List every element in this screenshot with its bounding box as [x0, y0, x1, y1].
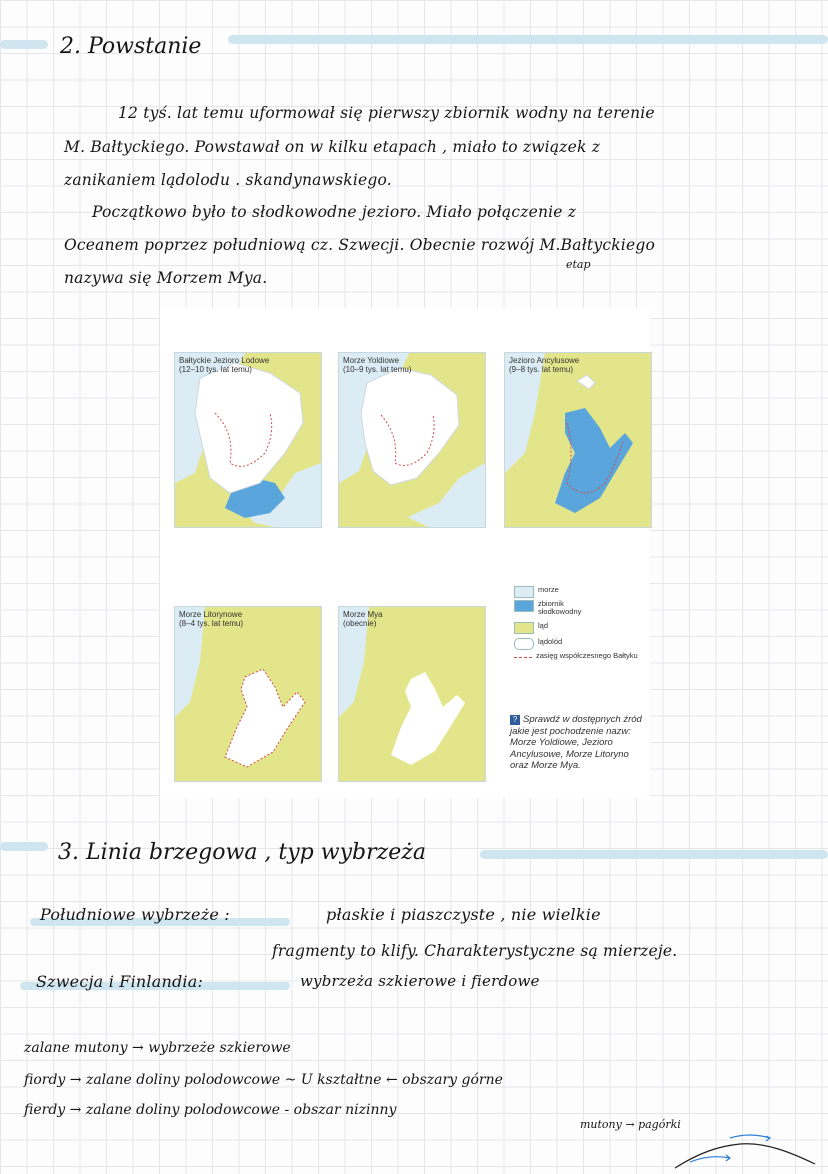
map-baltic-ice-lake — [174, 352, 322, 528]
note-line-1: zalane mutony → wybrzeże szkierowe — [24, 1040, 291, 1056]
baltic-stages-figure — [160, 308, 650, 798]
hills-sketch — [670, 1124, 820, 1174]
section2-line-6: nazywa się Morzem Mya. — [64, 269, 268, 287]
section2-line-3: zanikaniem lądolodu . skandynawskiego. — [64, 171, 392, 189]
heading-highlight-right — [228, 35, 828, 44]
south-coast-label: Południowe wybrzeże : — [40, 905, 230, 924]
legend-swatch-sea — [514, 586, 534, 598]
map-3-title: Jezioro Ancylusowe (9–8 tys. lat temu) — [509, 356, 580, 374]
section2-line-4: Początkowo było to słodkowodne jezioro. Miało połączenie z — [92, 203, 577, 221]
legend-label-baltic-extent: zasięg współczesnego Bałtyku — [536, 651, 638, 660]
map-mya-sea — [338, 606, 486, 782]
question-box — [510, 714, 650, 772]
map-5-drawing — [339, 607, 485, 781]
legend-swatch-baltic-extent — [514, 657, 532, 658]
legend-item-ice — [514, 638, 654, 650]
south-coast-text-1: płaskie i piaszczyste , nie wielkie — [326, 905, 601, 924]
map-4-title: Morze Litorynowe (8–4 tys. lat temu) — [179, 610, 244, 628]
question-text: Sprawdź w dostępnych źród jakie jest pochodzenie nazw: Morze Yoldiowe, Jezioro Ancylusowe, Morze Litoryno oraz Morze Mya. — [510, 714, 642, 771]
note-line-2: fiordy → zalane doliny polodowcowe ~ U kształtne ← obszary górne — [24, 1072, 503, 1088]
map-1-title: Bałtyckie Jezioro Lodowe (12–10 tys. lat temu) — [179, 356, 270, 374]
legend-label-ice: lądolód — [538, 637, 563, 646]
section2-line-5: Oceanem poprzez południową cz. Szwecji. Obecnie rozwój M.Bałtyckiego — [64, 236, 655, 254]
map-2-title: Morze Yoldiowe (10–9 tys. lat temu) — [343, 356, 412, 374]
note-line-3: fierdy → zalane doliny polodowcowe - obszar nizinny — [24, 1102, 397, 1118]
legend-swatch-land — [514, 622, 534, 634]
legend-item-baltic-extent — [514, 652, 654, 660]
section2-line-1: 12 tyś. lat temu uformował się pierwszy zbiornik wodny na terenie — [118, 104, 655, 122]
heading-highlight-left — [0, 40, 48, 49]
map-littorina-sea — [174, 606, 322, 782]
section2-line-2: M. Bałtyckiego. Powstawał on w kilku etapach , miało to związek z — [64, 138, 601, 156]
map-ancylus-lake — [504, 352, 652, 528]
section3-highlight-right — [480, 850, 828, 859]
legend-item-sea — [514, 586, 654, 598]
legend-label-land: ląd — [538, 621, 549, 630]
section2-heading: 2. Powstanie — [60, 34, 202, 59]
map-5-title: Morze Mya (obecnie) — [343, 610, 383, 628]
legend-swatch-freshwater — [514, 600, 534, 612]
legend-swatch-ice — [514, 638, 534, 650]
legend-label-freshwater: zbiornik słodkowodny — [538, 599, 582, 616]
south-coast-text-2: fragmenty to klify. Charakterystyczne są mierzeje. — [272, 942, 678, 960]
legend-label-sea: morze — [538, 585, 559, 594]
etap-annotation: etap — [566, 258, 591, 271]
map-3-drawing — [505, 353, 651, 527]
sweden-finland-label: Szwecja i Finlandia: — [36, 972, 204, 991]
map-4-drawing — [175, 607, 321, 781]
legend-item-land — [514, 622, 654, 634]
section3-highlight-left — [0, 842, 48, 851]
corner-note: mutony → pagórki — [580, 1118, 681, 1131]
question-mark-icon: ? — [510, 715, 520, 725]
section3-heading: 3. Linia brzegowa , typ wybrzeża — [58, 840, 426, 865]
legend-item-freshwater — [514, 600, 654, 616]
sweden-finland-text: wybrzeża szkierowe i fierdowe — [300, 972, 540, 990]
map-2-drawing — [339, 353, 485, 527]
map-1-drawing — [175, 353, 321, 527]
map-yoldia-sea — [338, 352, 486, 528]
